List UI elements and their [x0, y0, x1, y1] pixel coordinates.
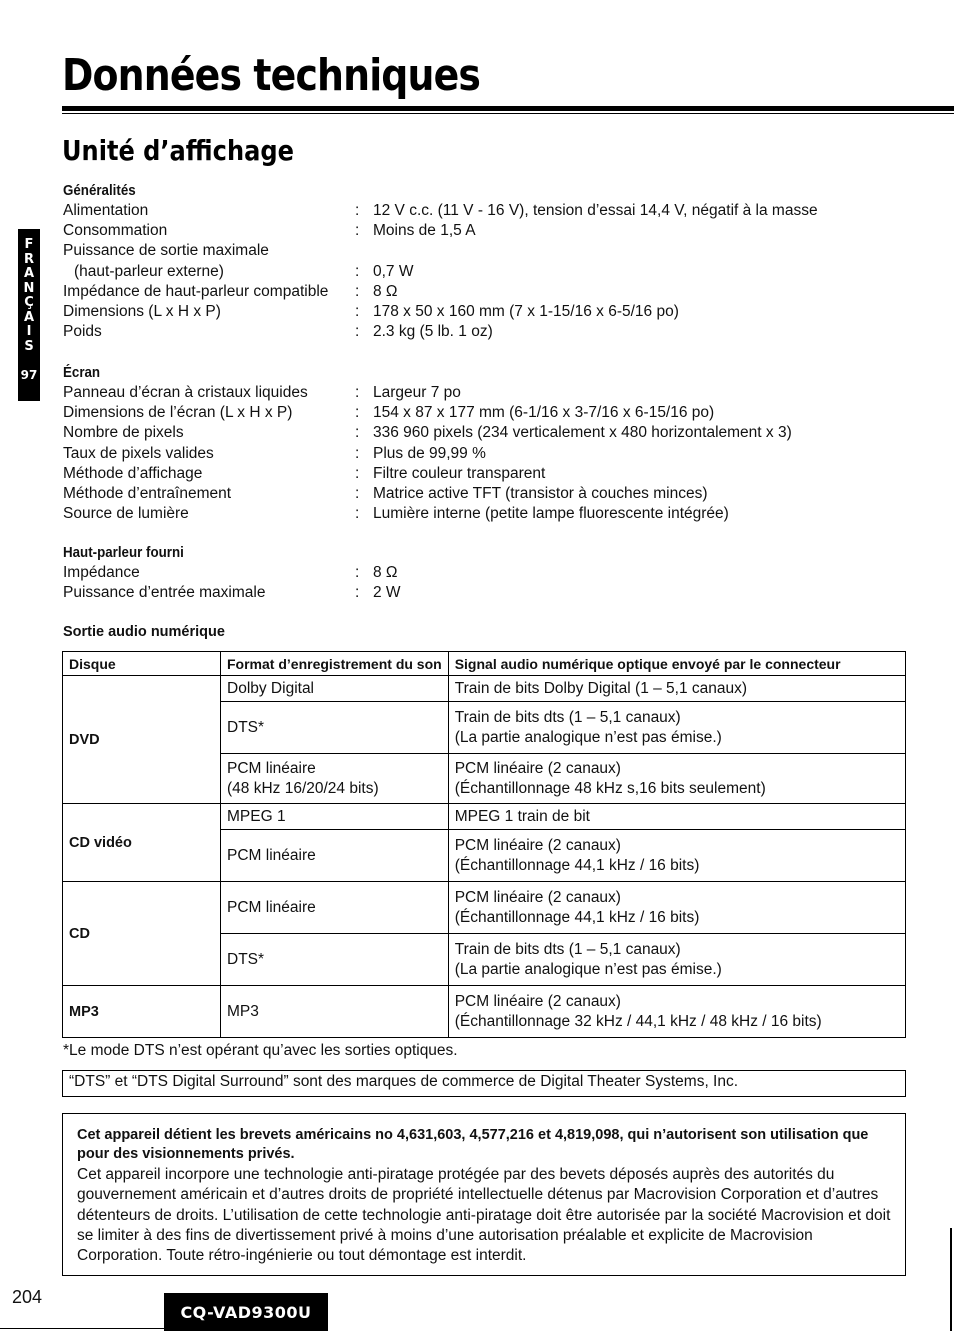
- patent-notice-bold: Cet appareil détient les brevets américains no 4,631,603, 4,577,216 et 4,819,098, qui n’autorisent son utilisation que pour des visionnements privés.: [77, 1127, 869, 1162]
- spec-ecran: [63, 363, 792, 524]
- spec-label: Nombre de pixels: [63, 424, 184, 442]
- spec-value: 2 W: [373, 584, 401, 602]
- footer-rule: [0, 1328, 164, 1329]
- spec-row: Puissance d’entrée maximale : 2 W: [63, 583, 401, 603]
- spec-label: Poids: [63, 323, 102, 341]
- signal-cell: Train de bits dts (1 – 5,1 canaux) (La partie analogique n’est pas émise.): [448, 702, 905, 754]
- side-tab-letter: S: [24, 338, 34, 354]
- spec-heading: Haut-parleur fourni: [63, 545, 184, 561]
- section-title: Unité d’affichage: [62, 134, 294, 167]
- spec-row: Alimentation : 12 V c.c. (11 V - 16 V), tension d’essai 14,4 V, négatif à la masse: [63, 201, 818, 221]
- spec-value: Largeur 7 po: [373, 384, 461, 401]
- spec-value: 154 x 87 x 177 mm (6-1/16 x 3-7/16 x 6-15/16 po): [373, 404, 715, 422]
- format-cell: DTS*: [221, 702, 449, 754]
- side-tab-number: 97: [20, 368, 38, 382]
- spec-heading: Écran: [63, 365, 101, 381]
- spec-row: Dimensions de l’écran (L x H x P) : 154 x 87 x 177 mm (6-1/16 x 3-7/16 x 6-15/16 po): [63, 403, 792, 423]
- spec-value: 8 Ω: [373, 282, 398, 300]
- spec-label: (haut-parleur externe): [74, 262, 224, 280]
- spec-value: Lumière interne (petite lampe fluorescente intégrée): [373, 505, 729, 523]
- spec-label: Panneau d’écran à cristaux liquides: [63, 384, 308, 401]
- signal-cell: PCM linéaire (2 canaux) (Échantillonnage 44,1 kHz / 16 bits): [448, 882, 905, 934]
- spec-value: Matrice active TFT (transistor à couches minces): [373, 484, 708, 502]
- spec-row: Nombre de pixels : 336 960 pixels (234 verticalement x 480 horizontalement x 3): [63, 423, 792, 443]
- spec-haut-parleur: [63, 543, 401, 603]
- side-tab-letter: F: [24, 237, 34, 252]
- spec-label: Source de lumière: [63, 505, 189, 523]
- spec-row: Méthode d’entraînement : Matrice active TFT (transistor à couches minces): [63, 484, 792, 504]
- page-title: Données techniques: [62, 50, 481, 101]
- table-header-row: [63, 652, 906, 676]
- format-cell: Dolby Digital: [221, 676, 449, 702]
- table-row: [63, 986, 906, 1038]
- disc-cell: DVD: [63, 676, 221, 804]
- signal-cell: Train de bits dts (1 – 5,1 canaux) (La partie analogique n’est pas émise.): [448, 934, 905, 986]
- spec-label: Consommation: [63, 222, 168, 240]
- table-row: [63, 882, 906, 934]
- signal-cell: PCM linéaire (2 canaux) (Échantillonnage 48 kHz s,16 bits seulement): [448, 754, 905, 804]
- spec-value: Filtre couleur transparent: [373, 464, 546, 482]
- dts-footnote: *Le mode DTS n’est opérant qu’avec les sorties optiques.: [63, 1042, 458, 1059]
- spec-value: 12 V c.c. (11 V - 16 V), tension d’essai 14,4 V, négatif à la masse: [373, 202, 818, 219]
- disc-cell: CD vidéo: [63, 804, 221, 882]
- spec-row: Impédance de haut-parleur compatible : 8 Ω: [63, 282, 818, 302]
- format-cell: MPEG 1: [221, 804, 449, 830]
- audio-heading: Sortie audio numérique: [63, 624, 225, 640]
- spec-row: (haut-parleur externe) : 0,7 W: [63, 262, 818, 282]
- table-header-cell: Disque: [63, 652, 221, 676]
- model-label: CQ-VAD9300U: [164, 1293, 328, 1331]
- patent-notice-body: Cet appareil incorpore une technologie anti-piratage protégée par des bevets déposés auprès des autorités du gouvernement américain et d’autres droits de propriété intellectuelle détenus par Macrovision Corporation et d’autres détenteurs de droits. L’utilisation de cette technologie anti-piratage doit être autorisée par la société Macrovision et doit se limiter à des fins de divertissement privé à moins d’une autorisation préalable et explicite de Macrovision Corporation. Toute rétro-ingénierie ou tout démontage est interdit.: [77, 1166, 891, 1265]
- spec-value: Moins de 1,5 A: [373, 222, 476, 240]
- spec-label: Taux de pixels valides: [63, 444, 214, 462]
- spec-value: 178 x 50 x 160 mm (7 x 1-15/16 x 6-5/16 po): [373, 302, 679, 320]
- edge-mark: [950, 1228, 952, 1331]
- signal-cell: MPEG 1 train de bit: [448, 804, 905, 830]
- spec-heading: Généralités: [63, 183, 136, 199]
- patent-notice: [62, 1113, 906, 1276]
- side-tab-letter: A: [23, 266, 35, 281]
- format-cell: PCM linéaire: [221, 830, 449, 882]
- side-tab-letter: Ç: [24, 295, 34, 310]
- spec-label: Puissance de sortie maximale: [63, 242, 269, 260]
- signal-cell: PCM linéaire (2 canaux) (Échantillonnage 44,1 kHz / 16 bits): [448, 830, 905, 882]
- spec-row: Consommation : Moins de 1,5 A: [63, 221, 818, 241]
- spec-label: Puissance d’entrée maximale: [63, 584, 266, 602]
- spec-label: Impédance: [63, 564, 140, 581]
- spec-label: Alimentation: [63, 202, 149, 219]
- spec-row: Source de lumière : Lumière interne (petite lampe fluorescente intégrée): [63, 504, 792, 524]
- side-tab-letter: N: [23, 280, 35, 296]
- signal-cell: Train de bits Dolby Digital (1 – 5,1 canaux): [448, 676, 905, 702]
- table-row: [63, 676, 906, 702]
- page-number: 204: [12, 1287, 43, 1307]
- trademark-notice: “DTS” et “DTS Digital Surround” sont des marques de commerce de Digital Theater Systems, Inc.: [62, 1070, 906, 1097]
- side-tab-letter: R: [23, 251, 34, 267]
- spec-value: 0,7 W: [373, 262, 414, 280]
- format-cell: PCM linéaire (48 kHz 16/20/24 bits): [221, 754, 449, 804]
- audio-output-table: [62, 651, 906, 1038]
- table-row: [63, 804, 906, 830]
- spec-generalites: [63, 181, 818, 342]
- table-header-cell: Format d’enregistrement du son: [221, 652, 449, 676]
- disc-cell: MP3: [63, 986, 221, 1038]
- title-rule-thin: [62, 113, 954, 114]
- spec-value: 336 960 pixels (234 verticalement x 480 horizontalement x 3): [373, 424, 792, 442]
- spec-label: Dimensions (L x H x P): [63, 302, 221, 320]
- spec-value: 2.3 kg (5 lb. 1 oz): [373, 323, 493, 341]
- spec-label: Impédance de haut-parleur compatible: [63, 282, 329, 300]
- format-cell: PCM linéaire: [221, 882, 449, 934]
- spec-label: Méthode d’affichage: [63, 464, 203, 482]
- spec-value: Plus de 99,99 %: [373, 444, 486, 462]
- spec-row: [63, 241, 818, 261]
- spec-row: Dimensions (L x H x P) : 178 x 50 x 160 mm (7 x 1-15/16 x 6-5/16 po): [63, 302, 818, 322]
- signal-cell: PCM linéaire (2 canaux) (Échantillonnage 32 kHz / 44,1 kHz / 48 kHz / 16 bits): [448, 986, 905, 1038]
- spec-row: Impédance : 8 Ω: [63, 563, 401, 583]
- spec-row: Méthode d’affichage : Filtre couleur transparent: [63, 464, 792, 484]
- language-side-tab: [18, 229, 40, 401]
- spec-row: Taux de pixels valides : Plus de 99,99 %: [63, 444, 792, 464]
- format-cell: MP3: [221, 986, 449, 1038]
- spec-row: Panneau d’écran à cristaux liquides : Largeur 7 po: [63, 383, 792, 403]
- spec-label: Dimensions de l’écran (L x H x P): [63, 404, 293, 422]
- table-header-cell: Signal audio numérique optique envoyé par le connecteur: [448, 652, 905, 676]
- side-tab-letter: I: [26, 324, 32, 339]
- spec-value: 8 Ω: [373, 564, 398, 581]
- spec-label: Méthode d’entraînement: [63, 484, 232, 502]
- side-tab-letter: A: [23, 309, 35, 325]
- spec-row: Poids : 2.3 kg (5 lb. 1 oz): [63, 322, 818, 342]
- title-rule: [62, 106, 954, 111]
- format-cell: DTS*: [221, 934, 449, 986]
- disc-cell: CD: [63, 882, 221, 986]
